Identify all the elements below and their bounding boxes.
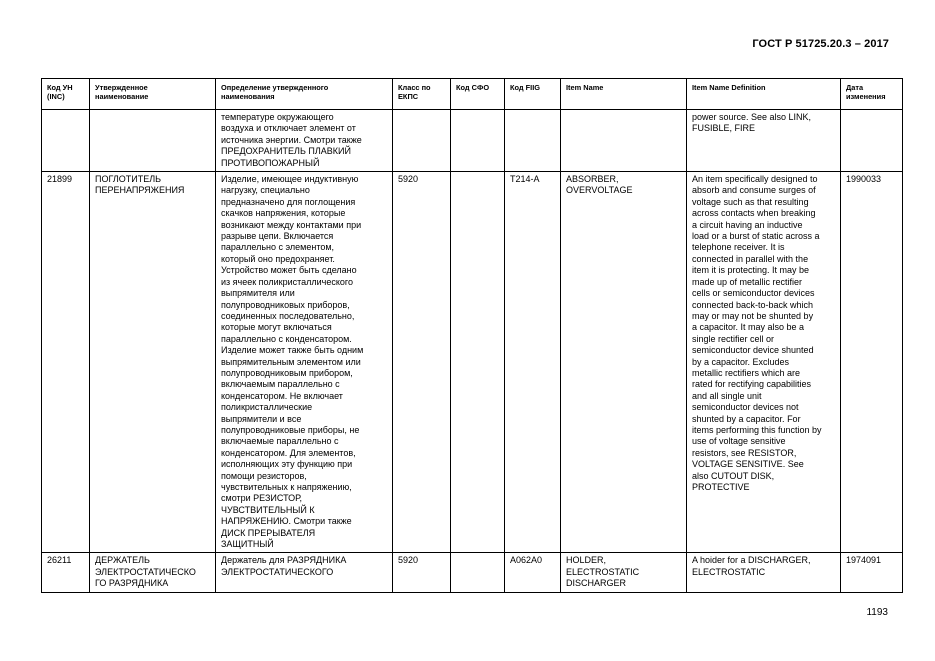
column-header-ekps-class: Класс по ЕКПС	[393, 79, 451, 110]
cell-item-name: HOLDER, ELECTROSTATIC DISCHARGER	[561, 553, 687, 592]
cell-ekps-class: 5920	[393, 172, 451, 553]
column-header-definition: Определение утвержденного наименования	[216, 79, 393, 110]
cell-fiig-code: A062A0	[505, 553, 561, 592]
cell-item-name-definition: A hoider for a DISCHARGER, ELECTROSTATIC	[687, 553, 841, 592]
page-number: 1193	[866, 607, 888, 618]
cell-item-name: ABSORBER, OVERVOLTAGE	[561, 172, 687, 553]
cell-sfo-code	[451, 110, 505, 172]
cell-change-date	[841, 110, 903, 172]
cell-item-name-definition: power source. See also LINK, FUSIBLE, FIRE	[687, 110, 841, 172]
column-header-sfo-code: Код СФО	[451, 79, 505, 110]
column-header-fiig-code: Код FIIG	[505, 79, 561, 110]
cell-ekps-class: 5920	[393, 553, 451, 592]
cell-approved-name: ПОГЛОТИТЕЛЬ ПЕРЕНАПРЯЖЕНИЯ	[90, 172, 216, 553]
cell-change-date: 1974091	[841, 553, 903, 592]
document-header: ГОСТ Р 51725.20.3 – 2017	[752, 38, 889, 50]
cell-approved-name	[90, 110, 216, 172]
column-header-item-name-definition: Item Name Definition	[687, 79, 841, 110]
cell-item-name-definition: An item specifically designed to absorb and consume surges of voltage such as that resulting across contacts when breaking a circuit having an inductive load or a burst of static across a telephone receiver. It is connected in parallel with the item it is protecting. It may be made up of metallic rectifier cells or semiconductor devices connected back-to-back which may or may not be shunted by a capacitor. It may also be a single rectifier cell or semiconductor device shunted by a capacitor. Excludes metallic rectifiers which are rated for rectifying capabilities and all single unit semiconductor devices not shunted by a capacitor. For items performing this function by use of voltage sensitive resistors, see RESISTOR, VOLTAGE SENSITIVE. See also CUTOUT DISK, PROTECTIVE	[687, 172, 841, 553]
catalog-table	[41, 78, 903, 593]
table-row	[42, 110, 903, 172]
cell-ekps-class	[393, 110, 451, 172]
column-header-inc: Код УН (INC)	[42, 79, 90, 110]
cell-definition: температуре окружающего воздуха и отключает элемент от источника энергии. Смотри также ПРЕДОХРАНИТЕЛЬ ПЛАВКИЙ ПРОТИВОПОЖАРНЫЙ	[216, 110, 393, 172]
column-header-approved-name: Утвержденное наименование	[90, 79, 216, 110]
cell-approved-name: ДЕРЖАТЕЛЬ ЭЛЕКТРОСТАТИЧЕСКО ГО РАЗРЯДНИКА	[90, 553, 216, 592]
cell-definition: Держатель для РАЗРЯДНИКА ЭЛЕКТРОСТАТИЧЕСКОГО	[216, 553, 393, 592]
cell-definition: Изделие, имеющее индуктивную нагрузку, специально предназначено для поглощения скачков напряжения, которые возникают между контактами при разрыве цепи. Включается параллельно с элементом, который оно предохраняет. Устройство может быть сделано из ячеек поликристаллического выпрямителя или полупроводниковых приборов, соединенных последовательно, которые могут включаться параллельно с конденсатором. Изделие может также быть одним выпрямительным элементом или полупроводниковым прибором, включаемым параллельно с конденсатором. Не включает поликристаллические выпрямители и все полупроводниковые приборы, не включаемые параллельно с конденсатором. Для элементов, исполняющих эту функцию при помощи резисторов, чувствительных к напряжению, смотри РЕЗИСТОР, ЧУВСТВИТЕЛЬНЫЙ К НАПРЯЖЕНИЮ. Смотри также ДИСК ПРЕРЫВАТЕЛЯ ЗАЩИТНЫЙ	[216, 172, 393, 553]
table-header-row	[42, 79, 903, 110]
cell-item-name	[561, 110, 687, 172]
cell-sfo-code	[451, 172, 505, 553]
cell-sfo-code	[451, 553, 505, 592]
cell-fiig-code: T214-A	[505, 172, 561, 553]
cell-fiig-code	[505, 110, 561, 172]
cell-inc: 21899	[42, 172, 90, 553]
table-row	[42, 172, 903, 553]
column-header-change-date: Дата изменения	[841, 79, 903, 110]
cell-inc: 26211	[42, 553, 90, 592]
cell-change-date: 1990033	[841, 172, 903, 553]
column-header-item-name: Item Name	[561, 79, 687, 110]
cell-inc	[42, 110, 90, 172]
table-row	[42, 553, 903, 592]
